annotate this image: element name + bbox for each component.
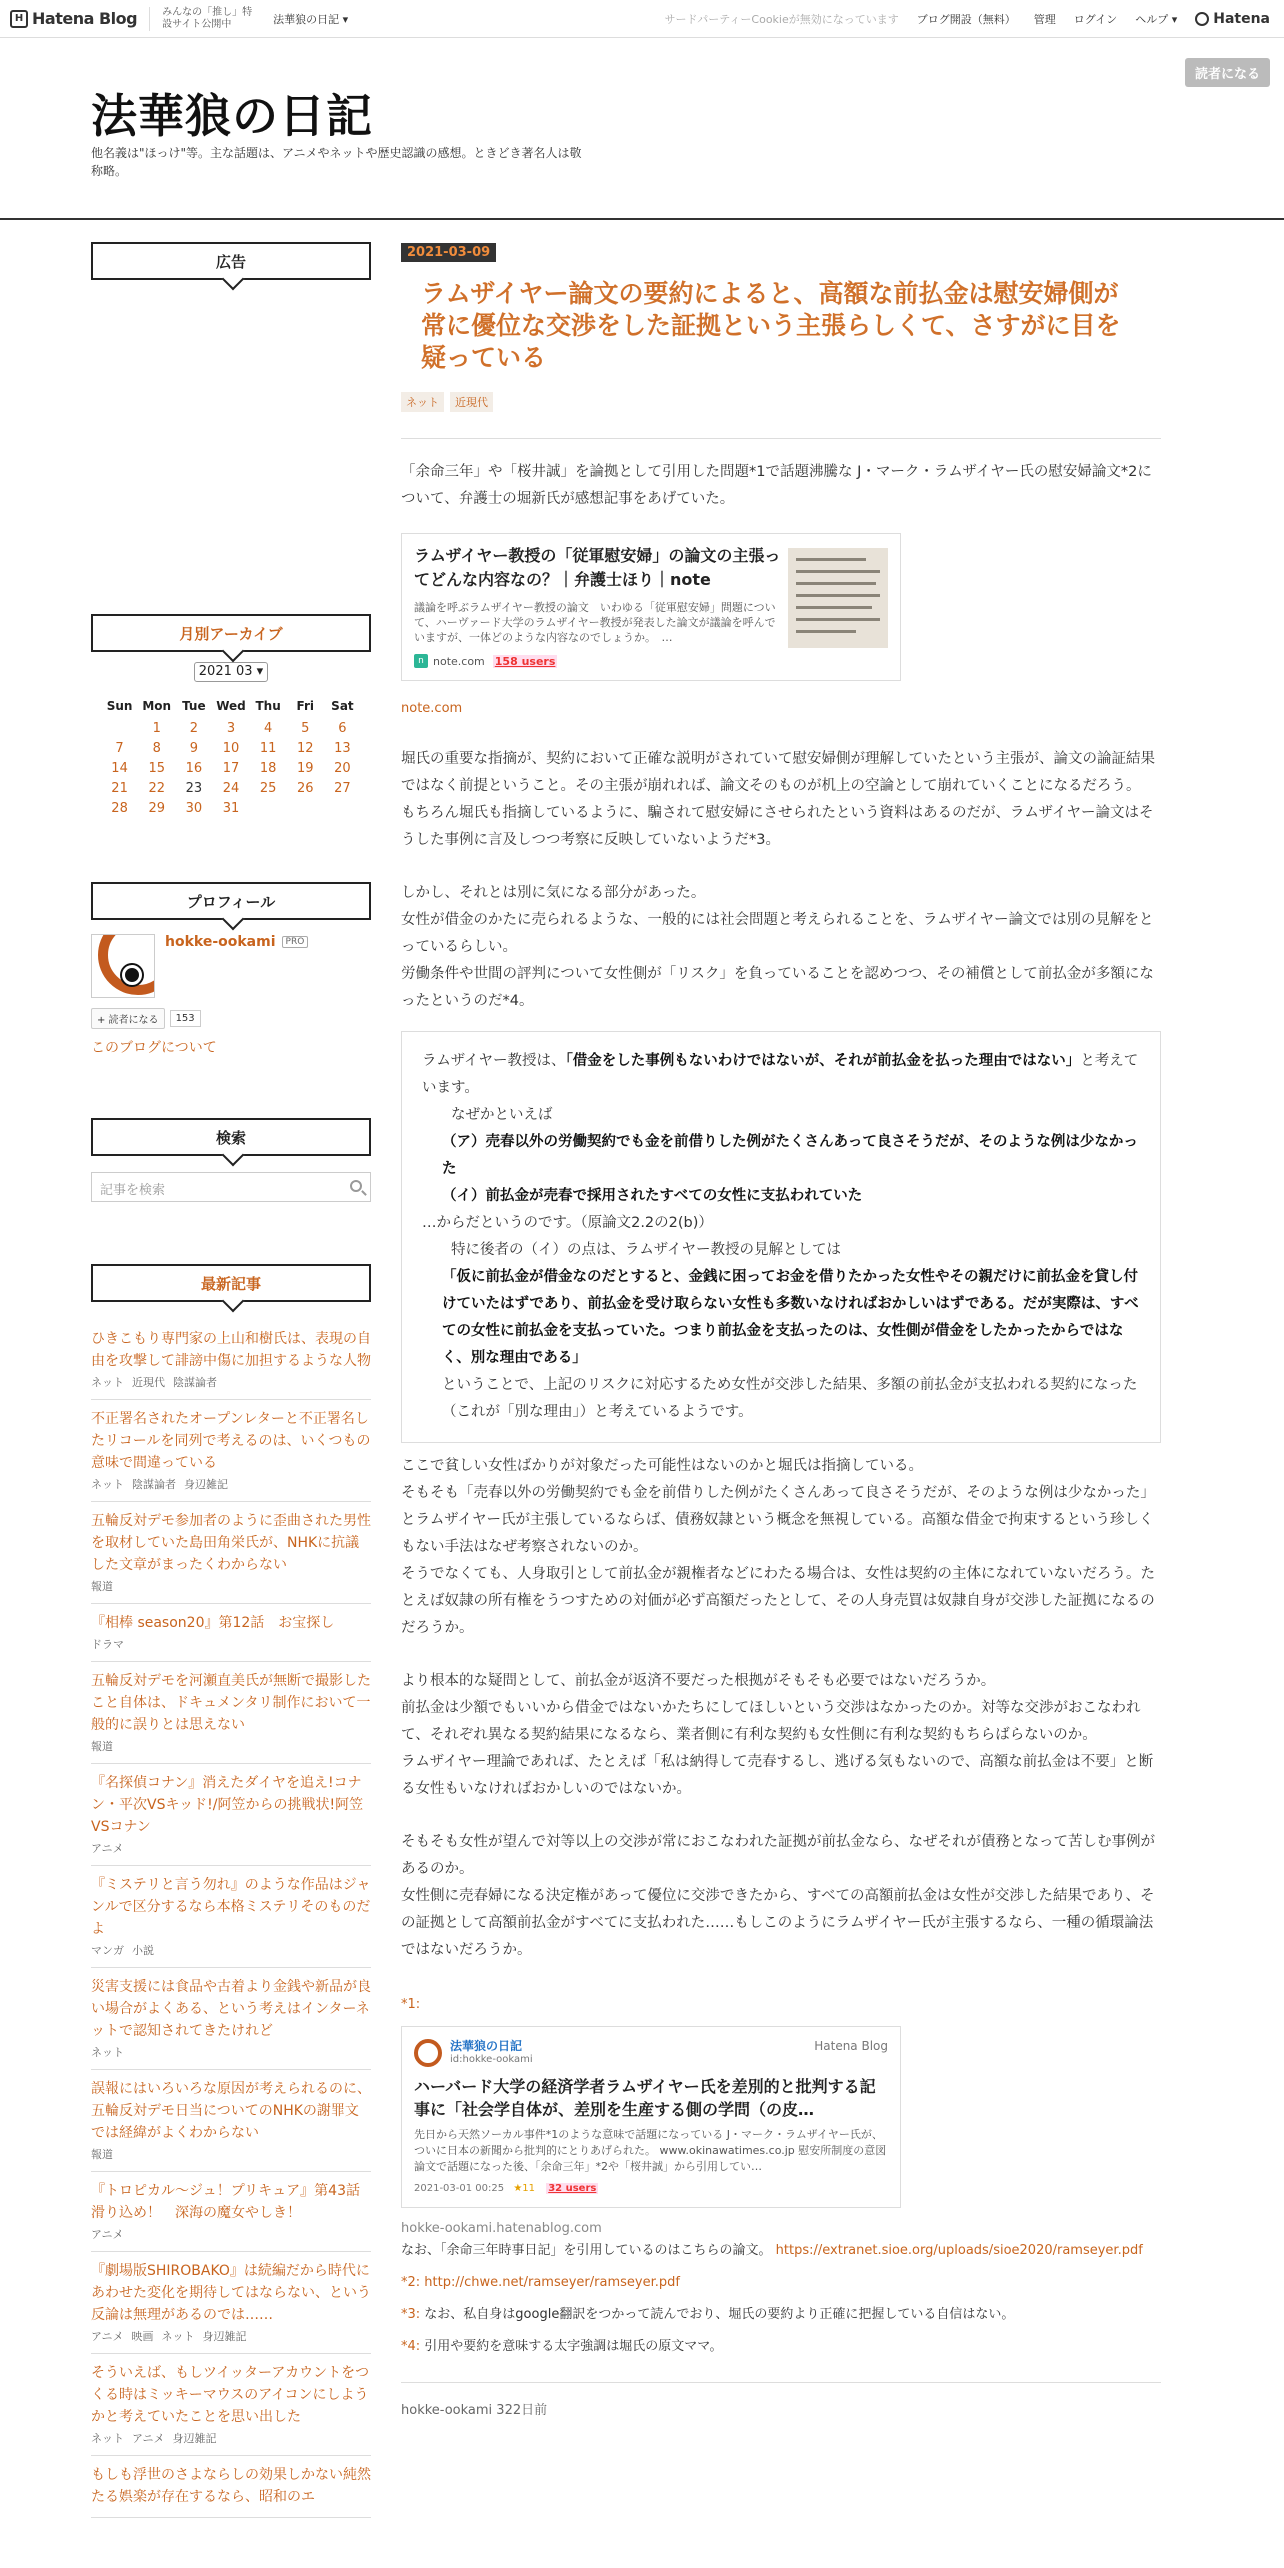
footnote-3-label[interactable]: *3: [401, 2307, 421, 2322]
recent-entry [91, 1968, 371, 2070]
recent-entry-title[interactable]: 『名探偵コナン』消えたダイヤを追え!コナン・平次VSキッド!/阿笠からの挑戦状!阿笠VSコナン [91, 1775, 364, 1835]
paragraph-1: 「余命三年」や「桜井誠」を論拠として引用した問題*1で話題沸騰な J・マーク・ラムザイヤー氏の慰安婦論文*2について、弁護士の堀新氏が感想記事をあげていた。 [401, 464, 1152, 507]
recent-list [91, 1320, 374, 2518]
search-input[interactable] [91, 1172, 371, 1202]
embed-title[interactable]: ラムザイヤー教授の「従軍慰安婦」の論文の主張ってどんな内容なの？｜弁護士ほり｜note [414, 546, 781, 589]
card-description: 先日から天然ソーカル事件*1のような意味で話題になっている J・マーク・ラムザイヤー氏が、ついに日本の新聞から批判的にとりあげられた。 www.okinawatimes.co.jp 慰安所制度の意図論文で話題になった後、「余命三年」*2や「桜井誠」から引用してい… [414, 2128, 887, 2173]
card-hatena-blog-label: Hatena Blog [814, 2039, 888, 2053]
footnote-3 [401, 2304, 1161, 2326]
profile-avatar[interactable] [91, 934, 155, 998]
calendar-day[interactable]: 7 [115, 740, 124, 756]
recent-entry-tag[interactable]: ネット [91, 2432, 124, 2445]
calendar-day[interactable]: 13 [334, 740, 351, 756]
hatena-blog-logo-text: Hatena Blog [32, 9, 138, 28]
recent-entry-tag[interactable]: 身辺雑記 [184, 1478, 228, 1491]
quote-line-6: 特に後者の（イ）の点は、ラムザイヤー教授の見解としては [422, 1242, 842, 1258]
calendar-day [101, 718, 138, 738]
calendar-day[interactable]: 1 [152, 720, 161, 736]
embed-site: note.com [433, 654, 485, 668]
recent-entry-tags [91, 1738, 371, 1754]
recent-entry-tag[interactable]: 近現代 [132, 1376, 165, 1389]
paragraph-14: 女性側に売春婦になる決定権があって優位に交渉できたから、すべての高額前払金は女性が交渉した結果であり、その証拠として高額前払金がすべてに支払われた……もしこのようにラムザイヤー氏が主張するなら、一種の循環論法ではないだろうか。 [401, 1888, 1155, 1958]
quote-block [401, 1031, 1161, 1443]
recent-entry-tag[interactable]: ドラマ [91, 1638, 124, 1651]
calendar-day[interactable]: 3 [226, 720, 236, 736]
hatena-logo[interactable] [1195, 11, 1270, 27]
quote-line-2: なぜかといえば [422, 1107, 553, 1123]
recent-module [91, 1264, 374, 2518]
calendar-day [324, 798, 361, 818]
quote-line-1: ラムザイヤー教授は、「借金をした事例もないわけではないが、それが前払金を払った理由ではない」と考えています。 [422, 1053, 1139, 1096]
bookmark-users-badge[interactable]: 158 users [494, 654, 556, 668]
footnote-2-url[interactable]: http://chwe.net/ramseyer/ramseyer.pdf [424, 2275, 680, 2290]
recent-entry [91, 2354, 371, 2456]
recent-entry-tags [91, 1840, 371, 1856]
recent-entry-title[interactable]: 五輪反対デモ参加者のように歪曲された男性を取材していた島田角栄氏が、NHKに抗議した文章がまったくわからない [91, 1513, 371, 1573]
recent-entry-tag[interactable]: アニメ [132, 2432, 165, 2445]
recent-entry-tag[interactable]: 陰謀論者 [173, 1376, 217, 1389]
paragraph-4: しかし、それとは別に気になる部分があった。 [401, 885, 706, 901]
recent-entry-tag[interactable]: 報道 [91, 2148, 113, 2161]
profile-name-link[interactable]: hokke-ookami [165, 934, 276, 950]
footnote-1-text: なお、「余命三年時事日記」を引用しているのはこちらの論文。 [401, 2243, 772, 2258]
recent-entry [91, 1764, 371, 1866]
recent-entry-title[interactable]: 『劇場版SHIROBAKO』は続編だから時代にあわせた変化を期待してはならない、という反論は無理があるのでは…… [91, 2263, 371, 2323]
calendar-day[interactable]: 29 [148, 800, 165, 816]
subscriber-count[interactable]: 153 [170, 1010, 201, 1027]
recent-entry-tags [91, 1942, 371, 1958]
recent-entry-tag[interactable]: 報道 [91, 1740, 113, 1753]
calendar-day[interactable]: 28 [111, 800, 128, 816]
archive-module [91, 614, 371, 818]
recent-entry-tag[interactable]: アニメ [91, 2228, 124, 2241]
recent-entry-tags [91, 2146, 371, 2162]
recent-entry [91, 1502, 371, 1604]
calendar-weekday: Fri [296, 699, 314, 713]
paragraph-2: 堀氏の重要な指摘が、契約において正確な説明がされていて慰安婦側が理解していたという主張が、論文の論証結果ではなく前提ということ。その主張が崩れれば、論文そのものが机上の空論として崩れていくことになるだろう。 [401, 751, 1155, 794]
footnote-4 [401, 2336, 1161, 2358]
calendar-day[interactable]: 27 [334, 780, 351, 796]
hatena-logo-icon [1195, 12, 1209, 26]
footnote-2-label[interactable]: *2: [401, 2275, 421, 2290]
footnote-4-text: 引用や要約を意味する太字強調は堀氏の原文ママ。 [424, 2339, 723, 2354]
recent-entry-tags [91, 1374, 371, 1390]
calendar-day[interactable]: 2 [189, 720, 198, 736]
quote-line-5: …からだというのです。（原論文2.2の2(b)） [422, 1215, 713, 1231]
calendar-weekday: Tue [182, 699, 206, 713]
avatar-ring [98, 934, 155, 995]
entry-date[interactable]: 2021-03-09 [401, 243, 496, 262]
ad-module-title: 広告 [91, 242, 371, 280]
card-blog-id: id:hokke-ookami [450, 2054, 533, 2065]
quote-line-3: （ア）売春以外の労働契約でも金を前借りした例がたくさんあって良さそうだが、そのような例は少なかった [442, 1134, 1138, 1177]
paragraph-6: 労働条件や世間の評判について女性側が「リスク」を負っていることを認めつつ、その補償として前払金が多額になったというのだ*4。 [401, 966, 1154, 1009]
calendar-day[interactable]: 12 [297, 740, 314, 756]
profile-subscribe-button[interactable]: + 読者になる [91, 1008, 165, 1029]
recent-entry-title[interactable]: ひきこもり専門家の上山和樹氏は、表現の自由を攻撃して誹謗中傷に加担するような人物 [91, 1331, 371, 1369]
avatar-eye [122, 965, 142, 985]
entry-title[interactable]: ラムザイヤー論文の要約によると、高額な前払金は慰安婦側が常に優位な交渉をした証拠という主張らしくて、さすがに目を疑っている [421, 279, 1121, 372]
blog-header [0, 38, 1284, 220]
calendar-weekday: Thu [255, 699, 281, 713]
open-blog-link[interactable]: ブログ開設（無料） [916, 13, 1016, 26]
search-icon[interactable] [350, 1180, 362, 1192]
profile-module-title: プロフィール [91, 882, 371, 920]
quote-line-4: （イ）前払金が売春で採用されたすべての女性に支払われていた [442, 1188, 863, 1204]
calendar-day[interactable]: 18 [259, 760, 277, 776]
paragraph-12: ラムザイヤー理論であれば、たとえば「私は納得して売春するし、逃げる気もないので、高額な前払金は不要」と断る女性もいなければおかしいのではないか。 [401, 1754, 1154, 1797]
paragraph-7: ここで貧しい女性ばかりが対象だった可能性はないのかと堀氏は指摘している。 [401, 1458, 923, 1474]
card-title[interactable]: ハーバード大学の経済学者ラムザイヤー氏を差別的と批判する記事に「社会学自体が、差別を生産する側の学問（の皮… [414, 2077, 876, 2119]
footnote-1-label[interactable]: *1: [401, 1997, 421, 2012]
calendar-day[interactable]: 8 [152, 740, 161, 756]
calendar-day [287, 798, 324, 818]
calendar-day[interactable]: 25 [259, 780, 277, 796]
paragraph-10: より根本的な疑問として、前払金が返済不要だった根拠がそもそも必要ではないだろうか。 [401, 1673, 996, 1689]
category-tag[interactable]: ネット [401, 392, 444, 412]
calendar-day[interactable]: 26 [297, 780, 314, 796]
profile-module [91, 882, 371, 1057]
divider [401, 2382, 1161, 2383]
card-date: 2021-03-01 00:25 [414, 2183, 505, 2194]
paragraph-8: そもそも「売春以外の労働契約でも金を前借りした例がたくさんあって良さそうだが、そのような例は少なかった」とラムザイヤー氏が主張しているならば、債務奴隷という概念を無視している。高額な借金で拘束するという珍しくもない手法はなぜ考察されないのか。 [401, 1485, 1155, 1555]
footnote-4-label[interactable]: *4: [401, 2339, 421, 2354]
recent-entry-tags [91, 2430, 371, 2446]
calendar-day[interactable]: 4 [263, 720, 273, 736]
entry-categories [401, 392, 1161, 412]
calendar-day[interactable]: 24 [222, 780, 240, 796]
promo-banner[interactable]: みんなの「推し」特設サイト公開中 [149, 7, 259, 31]
recent-entry [91, 2252, 371, 2354]
card-source-link[interactable]: hokke-ookami.hatenablog.com [401, 2221, 602, 2236]
recent-entry-tag[interactable]: ネット [91, 1478, 124, 1491]
recent-entry [91, 2070, 371, 2172]
recent-entry-tag[interactable]: 身辺雑記 [202, 2330, 247, 2343]
recent-entry-tag[interactable]: アニメ [91, 2330, 124, 2343]
divider [401, 438, 1161, 439]
recent-entry-title[interactable]: 『トロピカル～ジュ！プリキュア』第43話 滑り込め！ 深海の魔女やしき！ [91, 2183, 374, 2221]
footnote-3-text: なお、私自身はgoogle翻訳をつかって読んでおり、堀氏の要約より正確に把握している自信はない。 [424, 2307, 1015, 2322]
calendar-day[interactable]: 15 [148, 760, 165, 776]
hatena-blog-logo[interactable] [10, 0, 137, 38]
login-link[interactable]: ログイン [1073, 13, 1118, 26]
blog-description: 他名義は"ほっけ"等。主な話題は、アニメやネットや歴史認識の感想。ときどき著名人は敬称略。 [91, 146, 582, 178]
recent-entry-tag[interactable]: 陰謀論者 [132, 1478, 176, 1491]
cookie-notice: サードパーティーCookieが無効になっています [664, 13, 899, 26]
paragraph-3: もちろん堀氏も指摘しているように、騙されて慰安婦にさせられたという資料はあるのだが、ラムザイヤー論文はそうした事例に言及しつつ考察に反映していないようだ*3。 [401, 805, 1154, 848]
calendar-day[interactable]: 14 [111, 760, 128, 776]
author-line[interactable]: hokke-ookami 322日前 [401, 2403, 548, 2418]
calendar-day[interactable]: 16 [185, 760, 203, 776]
recent-entry [91, 1400, 371, 1502]
paragraph-5: 女性が借金のかたに売られるような、一般的には社会問題と考えられることを、ラムザイヤー論文では別の見解をとっているらしい。 [401, 912, 1154, 955]
about-blog-link[interactable]: このブログについて [91, 1040, 217, 1056]
recent-entry-title[interactable]: 『相棒 season20』第12話 お宝探し [91, 1615, 335, 1631]
calendar-day[interactable]: 9 [189, 740, 198, 756]
hatena-blog-logo-icon: H [10, 10, 28, 28]
embed-source-link[interactable]: note.com [401, 701, 463, 716]
calendar-day[interactable]: 21 [111, 780, 128, 796]
footnote-1-url[interactable]: https://extranet.sioe.org/uploads/sioe2020/ramseyer.pdf [775, 2243, 1143, 2258]
blog-embed-card[interactable] [401, 2026, 901, 2208]
paragraph-9: そうでなくても、人身取引として前払金が親権者などにわたる場合は、女性は契約の主体になれていないだろう。たとえば奴隷の所有権をうつすための対価が必ず高額だったとして、その人身売買は奴隷自身が交渉した証拠になるのだろうか。 [401, 1566, 1155, 1636]
recent-entry-title[interactable]: 五輪反対デモを河瀬直美氏が無断で撮影したこと自体は、ドキュメンタリ制作において一般的に誤りとは思えない [91, 1673, 371, 1733]
quote-line-7: 「仮に前払金が借金なのだとすると、金銭に困ってお金を借りたかった女性やその親だけに前払金を貸し付けていたはずであり、前払金を受け取らない女性も多数いなければおかしいはずである。だが実際は、すべての女性に前払金を支払っていた。つまり前払金を支払ったのは、女性側が借金をしたかったからではなく、別な理由である」 [442, 1269, 1139, 1366]
pro-badge: PRO [282, 936, 309, 948]
quote-line-8: ということで、上記のリスクに対応するため女性が交渉した結果、多額の前払金が支払われる契約になった（これが「別な理由」）と考えているようです。 [442, 1377, 1138, 1420]
recent-entry-tags [91, 2044, 371, 2060]
calendar-day[interactable]: 31 [222, 800, 240, 816]
card-blog-name[interactable]: 法華狼の日記 [450, 2039, 523, 2053]
recent-entry-tags [91, 1636, 371, 1652]
subscribe-button[interactable]: 読者になる [1185, 58, 1270, 87]
embed-thumbnail [788, 548, 888, 648]
global-header [0, 0, 1284, 38]
search-module [91, 1118, 371, 1202]
recent-entry-tag[interactable]: 身辺雑記 [172, 2432, 217, 2445]
category-tag[interactable]: 近現代 [450, 392, 493, 412]
recent-entry-tag[interactable]: マンガ [91, 1944, 124, 1957]
entry [401, 242, 1161, 2418]
global-nav [665, 0, 1284, 38]
recent-entry-tag[interactable]: ネット [91, 2046, 124, 2059]
recent-entry-title[interactable]: そういえば、もしツイッターアカウントをつくる時はミッキーマウスのアイコンにしようかと考えていたことを思い出した [91, 2365, 370, 2425]
calendar-weekday: Sat [331, 699, 354, 713]
archive-calendar [101, 694, 361, 818]
recent-entry-tag[interactable]: ネット [91, 1376, 124, 1389]
calendar-day[interactable]: 10 [222, 740, 240, 756]
card-users-badge[interactable]: 32 users [548, 2183, 597, 2194]
recent-entry-tags [91, 1476, 371, 1492]
footnote-1 [401, 1994, 1161, 2016]
recent-entry-tag[interactable]: 映画 [131, 2330, 154, 2343]
calendar-day[interactable]: 23 [185, 780, 203, 796]
calendar-day[interactable]: 20 [334, 760, 351, 776]
card-source [401, 2218, 1161, 2240]
recent-entry-tag[interactable]: アニメ [91, 1842, 124, 1855]
blog-title[interactable]: 法華狼の日記 [91, 89, 373, 143]
recent-entry-title[interactable]: もしも浮世のさよならしの効果しかない純然たる娯楽が存在するなら、昭和のエ [91, 2467, 371, 2505]
recent-entry [91, 1662, 371, 1764]
calendar-day[interactable]: 11 [259, 740, 277, 756]
calendar-day[interactable]: 22 [148, 780, 165, 796]
archive-module-title[interactable]: 月別アーカイブ [91, 614, 371, 652]
recent-entry-tags [91, 1578, 371, 1594]
blog-menu-dropdown[interactable]: 法華狼の日記 ▾ [273, 12, 349, 26]
recent-module-title[interactable]: 最新記事 [91, 1264, 371, 1302]
recent-entry [91, 1866, 371, 1968]
embed-description: 議論を呼ぶラムザイヤー教授の論文 いわゆる「従軍慰安婦」問題について、ハーヴァード大学のラムザイヤー教授が発表した論文が議論を呼んでいますが、一体どのような内容なのでしょうか。 … [414, 601, 776, 644]
note-icon: n [414, 654, 428, 668]
search-module-title: 検索 [91, 1118, 371, 1156]
recent-entry-tags [91, 2226, 371, 2242]
calendar-weekday: Mon [142, 699, 172, 713]
calendar-day[interactable]: 5 [301, 720, 310, 736]
recent-entry-tag[interactable]: 報道 [91, 1580, 113, 1593]
footnote-1-note [401, 2240, 1161, 2262]
card-stars[interactable]: ★11 [513, 2183, 536, 2194]
note-embed-card[interactable] [401, 533, 901, 681]
calendar-day[interactable]: 6 [338, 720, 347, 736]
calendar-day[interactable]: 30 [185, 800, 203, 816]
calendar-day[interactable]: 17 [222, 760, 240, 776]
recent-entry-title[interactable]: 災害支援には食品や古着より金銭や新品が良い場合がよくある、という考えはインターネットで認知されてきたけれど [91, 1979, 371, 2039]
card-avatar [414, 2039, 442, 2067]
admin-link[interactable]: 管理 [1033, 13, 1056, 26]
search-placeholder: 記事を検索 [100, 1183, 166, 1198]
recent-entry-title[interactable]: 誤報にはいろいろな原因が考えられるのに、五輪反対デモ日当についてのNHKの謝罪文では経緯がよくわからない [91, 2081, 371, 2141]
hatena-logo-text: Hatena [1213, 11, 1270, 27]
calendar-weekday: Sun [106, 699, 133, 713]
recent-entry [91, 1320, 371, 1400]
paragraph-13: そもそも女性が望んで対等以上の交渉が常におこなわれた証拠が前払金なら、なぜそれが債務となって苦しむ事例があるのか。 [401, 1834, 1155, 1877]
footnote-2 [401, 2272, 1161, 2294]
calendar-weekday: Wed [216, 699, 246, 713]
recent-entry-title[interactable]: 『ミステリと言う勿れ』のような作品はジャンルで区分するなら本格ミステリそのものだよ [91, 1877, 371, 1937]
recent-entry-title[interactable]: 不正署名されたオープンレターと不正署名したリコールを同列で考えるのは、いくつもの意味で間違っている [91, 1411, 371, 1471]
recent-entry-tag[interactable]: 小説 [132, 1944, 154, 1957]
help-menu[interactable]: ヘルプ ▾ [1135, 13, 1178, 26]
recent-entry [91, 1604, 371, 1662]
recent-entry-tag[interactable]: ネット [161, 2330, 195, 2343]
calendar-day[interactable]: 19 [297, 760, 314, 776]
recent-entry [91, 2172, 374, 2252]
recent-entry-tags [91, 2328, 371, 2344]
paragraph-11: 前払金は少額でもいいから借金ではないかたちにしてほしいという交渉はなかったのか。対等な交渉がおこなわれて、それぞれ異なる契約結果になるなら、業者側に有利な契約も女性側に有利な契約もちらばらないのか。 [401, 1700, 1141, 1743]
calendar-day [250, 798, 287, 818]
archive-month-select[interactable]: 2021 03 ▾ [194, 662, 268, 682]
card-footer [414, 2183, 888, 2194]
recent-entry [91, 2456, 371, 2518]
ad-module [91, 242, 371, 280]
